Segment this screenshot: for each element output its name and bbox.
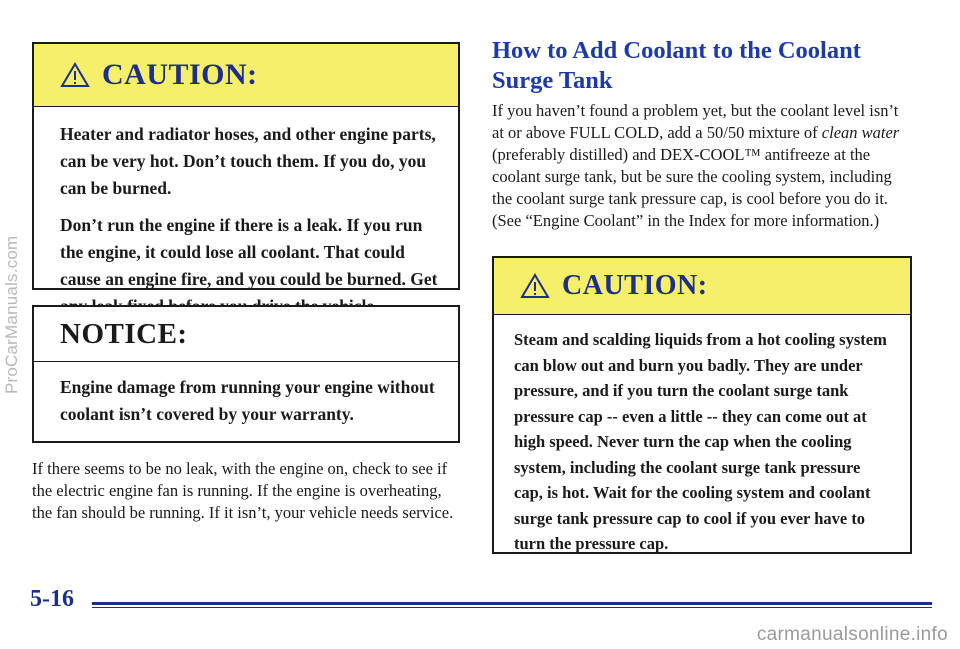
caution-text: Steam and scalding liquids from a hot cooling system can blow out and burn you badly. They are under pressure, and if you turn the coolant surge tank pressure cap -- even a little -- they can come out at high speed. Never turn the cap when the cooling system, including the coolant surge tank pressure cap, is hot. Wait for the cooling system and coolant surge tank pressure cap to cool if you ever have to turn the pressure cap. <box>514 330 887 553</box>
warning-triangle-icon <box>60 62 90 88</box>
caution-paragraph: Don’t run the engine if there is a leak. If you run the engine, it could lose all coolant. That could cause an engine fire, and you could be burned. Get <box>60 215 438 289</box>
caution-box-left <box>32 42 460 290</box>
intro-italic: clean water <box>821 123 900 142</box>
notice-text: Engine damage from running your engine without coolant isn’t covered by your warranty. <box>60 377 435 424</box>
notice-body <box>34 362 458 438</box>
footer-rule <box>92 602 932 605</box>
caution-box-right <box>492 256 912 554</box>
caution-title: CAUTION: <box>562 270 708 301</box>
caution-paragraph: Heater and radiator hoses, and other engine parts, can be very hot. Don’t touch them. If you do, you can be burned. <box>60 124 436 198</box>
notice-box <box>32 305 460 443</box>
side-watermark: ProCarManuals.com <box>2 235 21 395</box>
warning-triangle-icon <box>520 273 550 299</box>
left-body-text: If there seems to be no leak, with the engine on, check to see if the electric engine fan is running. If the engine is overheating, the fan should be running. If it isn’t, your vehicle needs service. <box>32 459 454 522</box>
section-heading: How to Add Coolant to the Coolant Surge Tank <box>492 37 861 94</box>
right-intro-text <box>492 100 912 232</box>
caution-header <box>494 258 910 315</box>
bottom-watermark: carmanualsonline.info <box>756 624 948 645</box>
notice-header <box>34 307 458 362</box>
intro-part-1: If you haven’t found a problem yet, but the coolant level isn’t at or above FULL COLD, add a 50/50 mixture of <box>492 101 899 142</box>
intro-part-2: (preferably distilled) and DEX-COOL™ antifreeze at the coolant surge tank, but be sure the cooling system, including the coolant surge tank pressure cap, is cool before you do it. (See “Engine Coolant” in the Index for more information.) <box>492 145 892 230</box>
caution-body <box>494 315 910 565</box>
notice-title: NOTICE: <box>60 317 188 350</box>
caution-title: CAUTION: <box>102 58 258 91</box>
footer-rule-thin <box>92 607 932 608</box>
caution-header <box>34 44 458 107</box>
caution-body <box>34 107 458 330</box>
page-number: 5-16 <box>30 586 74 612</box>
